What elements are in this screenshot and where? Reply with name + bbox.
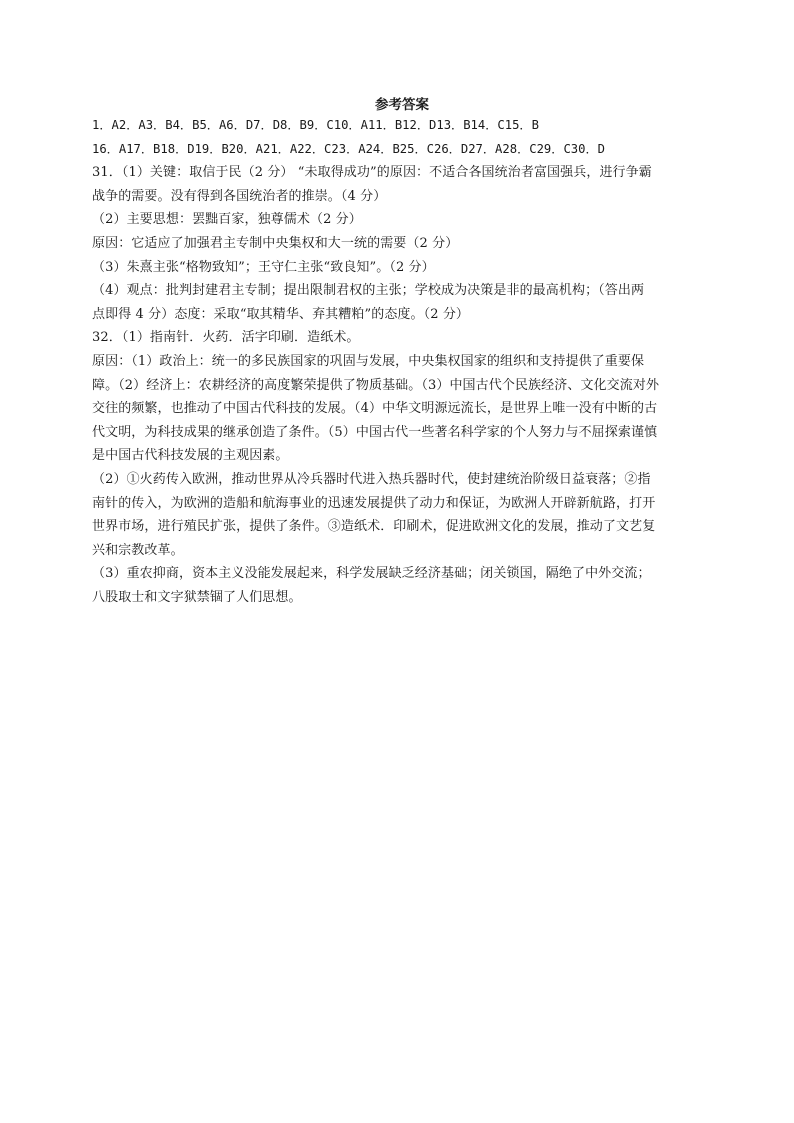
q32-reasons-line3: 交往的频繁，也推动了中国古代科技的发展。（4）中华文明源远流长，是世界上唯一没有中断的古 (92, 401, 658, 417)
q31-part1-line1: 31．（1）关键：取信于民（2 分） “未取得成功”的原因：不适合各国统治者富国强兵，进行争霸 (92, 165, 652, 181)
q32-reasons-line4: 代文明，为科技成果的继承创造了条件。（5）中国古代一些著名科学家的个人努力与不屈探索谨慎 (92, 424, 658, 440)
q32-part2-line2: 南针的传入，为欧洲的造船和航海事业的迅速发展提供了动力和保证，为欧洲人开辟新航路，打开 (92, 495, 656, 511)
document-body (92, 96, 712, 609)
document-title: 参考答案 (375, 97, 429, 113)
q31-part3: （3）朱熹主张“格物致知”；王守仁主张“致良知”。（2 分） (92, 259, 435, 275)
q32-reasons-line1: 原因：（1）政治上：统一的多民族国家的巩固与发展，中央集权国家的组织和支持提供了重要保 (92, 353, 645, 369)
q32-reasons-line2: 障。（2）经济上：农耕经济的高度繁荣提供了物质基础。（3）中国古代个民族经济、文化交流对外 (92, 377, 660, 393)
q32-part1: 32．（1）指南针．火药．活字印刷．造纸术。 (92, 330, 360, 346)
mcq-answers-16-30: 16．A17．B18．D19．B20．A21．A22．C23．A24．B25．C26．D27．A28．C29．C30．D (92, 141, 605, 156)
q31-part1-line2: 战争的需要。没有得到各国统治者的推崇。（4 分） (92, 188, 387, 204)
mcq-answers-1-15: 1．A2．A3．B4．B5．A6．D7．D8．B9．C10．A11．B12．D13．B14．C15．B (92, 118, 539, 132)
q32-reasons-line5: 是中国古代科技发展的主观因素。 (92, 448, 289, 464)
q31-part2-line2: 原因：它适应了加强君主专制中央集权和大一统的需要（2 分） (92, 235, 459, 251)
q32-part2-line3: 世界市场，进行殖民扩张，提供了条件。③造纸术．印刷术，促进欧洲文化的发展，推动了文艺复 (92, 519, 656, 535)
q32-part3-line1: （3）重农抑商，资本主义没能发展起来，科学发展缺乏经济基础；闭关锁国，隔绝了中外交流； (92, 566, 651, 582)
q32-part3-line2: 八股取士和文字狱禁锢了人们思想。 (92, 589, 302, 605)
q31-part4-line2: 点即得 4 分）态度：采取“取其精华、弃其糟粕”的态度。（2 分） (92, 306, 470, 322)
q31-part4-line1: （4）观点：批判封建君主专制；提出限制君权的主张；学校成为决策是非的最高机构；（答出两 (92, 283, 645, 299)
q31-part2-line1: （2）主要思想：罢黜百家，独尊儒术（2 分） (92, 212, 362, 228)
q32-part2-line4: 兴和宗教改革。 (92, 542, 184, 558)
q32-part2-line1: （2）①火药传入欧洲，推动世界从冷兵器时代进入热兵器时代，使封建统治阶级日益衰落；②指 (92, 471, 651, 487)
